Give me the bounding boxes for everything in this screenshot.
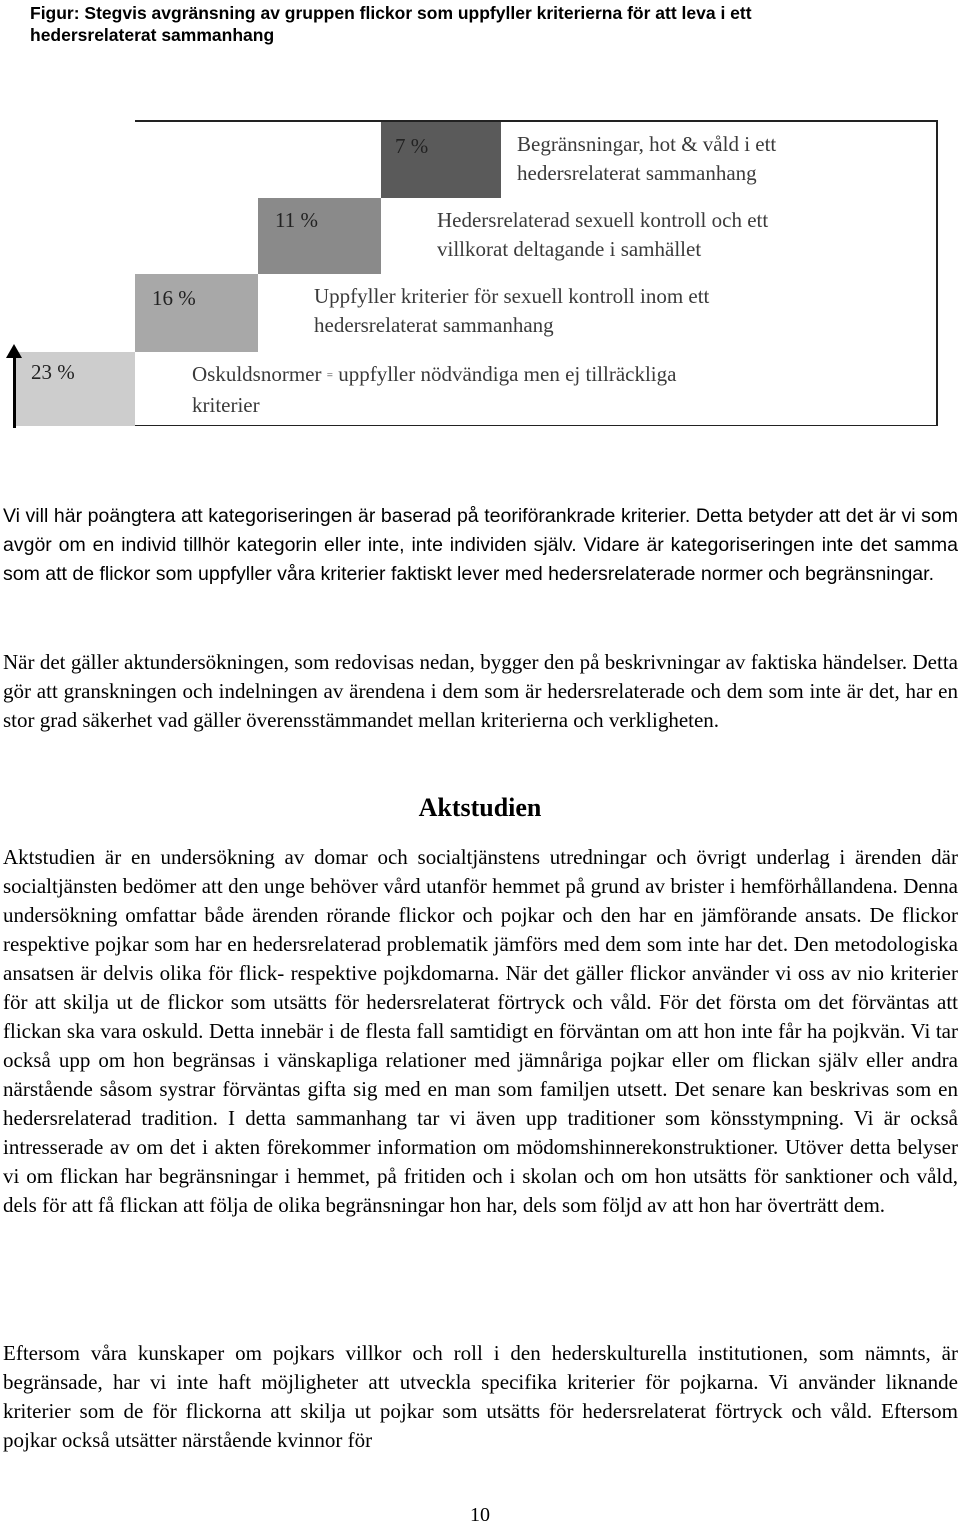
step-label-text: hedersrelaterat sammanhang (314, 313, 554, 337)
figure-caption: Figur: Stegvis avgränsning av gruppen flickor som uppfyller kriterierna för att leva i ett hedersrelaterat sammanhang (30, 3, 752, 45)
step-11-label (437, 206, 887, 264)
paragraph-2: När det gäller aktundersökningen, som redovisas nedan, bygger den på beskrivningar av faktiska händelser. Detta gör att granskningen och indelningen av ärendena i dem som är hedersrelaterade och dem som inte är det, har en stor grad säkerhet vad gäller överensstämmandet mellan kriterierna och verkligheten. (3, 650, 958, 732)
step-23-label (192, 360, 832, 420)
step-label-text: Hedersrelaterad sexuell kontroll och ett (437, 208, 769, 232)
step-16 (135, 274, 258, 352)
step-label-text: Begränsningar, hot & våld i ett (517, 132, 777, 156)
step-11 (258, 198, 381, 274)
step-label-text: kriterier (192, 392, 260, 417)
step-23 (13, 352, 135, 426)
step-7-label (517, 130, 917, 188)
step-7 (381, 122, 501, 198)
step-percent: 16 % (152, 286, 196, 310)
step-label-text: villkorat deltagande i samhället (437, 237, 702, 261)
upward-arrow-shaft (13, 356, 16, 428)
paragraph-1: Vi vill här poängtera att kategoriseringen är baserad på teoriförankrade kriterier. Detta betyder att det är vi som avgör om en individ tillhör kategorin eller inte, inte individen själv. Vidare är kategoriseringen inte det samma som att de flickor som uppfyller våra kriterier faktiskt lever med hedersrelaterade normer och begränsningar. (3, 505, 958, 585)
step-label-text: Uppfyller kriterier för sexuell kontroll inom ett (314, 284, 710, 308)
step-percent: 23 % (31, 360, 75, 384)
page-number: 10 (470, 1504, 490, 1526)
step-label-text: Oskuldsnormer (192, 362, 322, 386)
up-arrow-icon (6, 344, 22, 358)
paragraph-3: Aktstudien är en undersökning av domar och socialtjänstens utredningar och övrigt underlag i ärenden där socialtjänsten bedömer att den unge behöver vård utanför hemmet på grund av brister i hemförhållandena. Denna undersökning omfattar både ärenden rörande flickor och pojkar och den har en jämförande ansats. De flickor respektive pojkar som har en hedersrelaterad problematik jämförs med dem som inte har det. Den metodologiska ansatsen är delvis olika för flick- respektive pojkdomarna. När det gäller flickor använder vi oss av nio kriterier för att skilja ut de flickor som utsätts för hedersrelaterat förtryck och våld. För det första om det förväntas att flickan ska vara oskuld. Detta innebär i de flesta fall samtidigt en förväntan om att hon inte får ha pojkvän. Vi tar också upp om hon begränsas i vänskapliga relationer med jämnåriga pojkar eller om flickan själv eller andra närstående såsom systrar förväntas gifta sig med en man som familjen utsett. Det senare kan beskrivas som en hedersrelaterad tradition. I detta sammanhang tar vi även upp traditioner som könsstympning. Vi är också intresserade av om det i akten förekommer information om mödomshinnerekonstruktioner. Utöver detta belyser vi om flickan har begränsningar i hemmet, på fritiden och i skolan och om hon utsätts för sanktioner och våld, dels för att få flickan att följa de olika begränsningar hon har, dels som följd av att hon har överträtt dem. (3, 845, 958, 1217)
equals-mark: = (326, 369, 333, 382)
step-16-label (314, 282, 874, 340)
step-percent: 7 % (395, 134, 429, 158)
step-label-text: hedersrelaterat sammanhang (517, 161, 757, 185)
step-percent: 11 % (275, 208, 318, 232)
section-title: Aktstudien (418, 793, 542, 822)
step-label-text: uppfyller nödvändiga men ej tillräckliga (338, 362, 677, 386)
staircase-diagram (0, 120, 960, 440)
paragraph-4: Eftersom våra kunskaper om pojkars villkor och roll i den hederskulturella institutionen, som nämnts, är begränsade, har vi inte haft möjligheter att utveckla specifika kriterier för pojkarna. Vi använder liknande kriterier som de för flickorna att skilja ut pojkar som utsätts för hedersrelaterat förtryck och våld. Eftersom pojkar också utsätter närstående kvinnor för (3, 1341, 958, 1452)
